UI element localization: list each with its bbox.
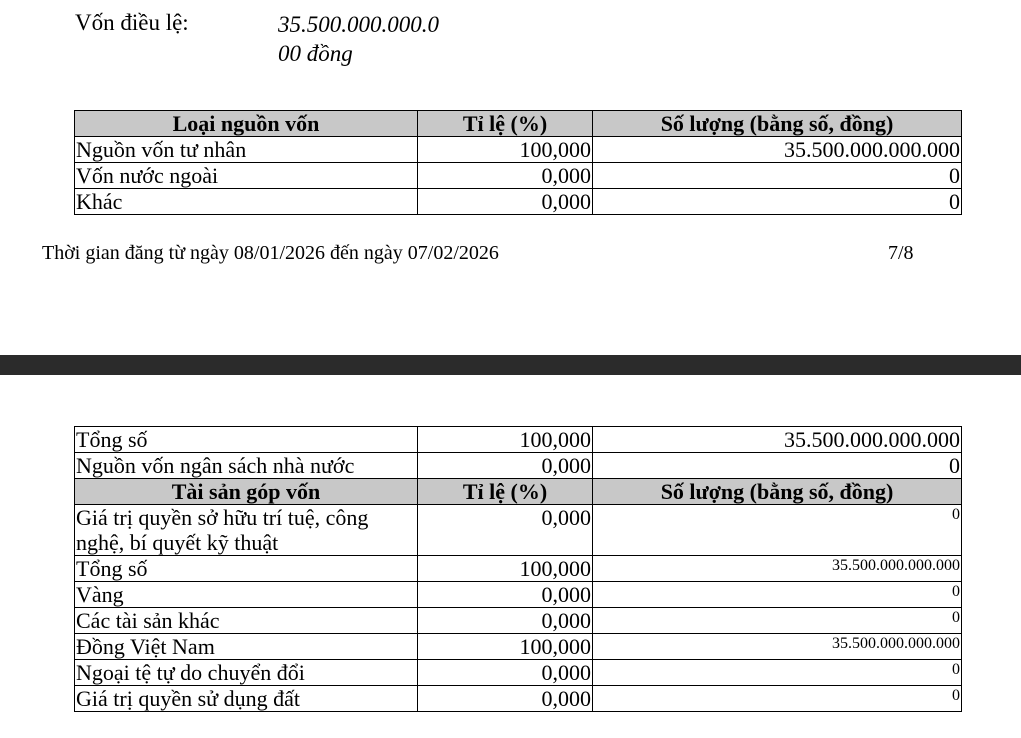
cell-rate: 0,000: [418, 453, 593, 479]
cell-name: Khác: [75, 189, 418, 215]
table-row: [75, 686, 962, 712]
table-header-row: [75, 111, 962, 137]
header-amount: Số lượng (bằng số, đồng): [593, 111, 962, 137]
cell-name: Giá trị quyền sử dụng đất: [75, 686, 418, 712]
header-rate: Tỉ lệ (%): [418, 111, 593, 137]
page-divider: [0, 355, 1021, 375]
table-row: [75, 189, 962, 215]
charter-capital-value-line2: 00 đồng: [278, 41, 353, 66]
charter-capital-value: [278, 10, 439, 68]
cell-amount: 35.500.000.000.000: [593, 427, 962, 453]
cell-rate: 0,000: [418, 582, 593, 608]
cell-name: Tổng số: [75, 427, 418, 453]
table-row: [75, 556, 962, 582]
page-number: 7/8: [888, 242, 914, 264]
table-row: [75, 453, 962, 479]
cell-amount: 0: [593, 686, 962, 712]
table-row: [75, 137, 962, 163]
cell-rate: 0,000: [418, 505, 593, 556]
cell-name: Giá trị quyền sở hữu trí tuệ, công nghệ, bí quyết kỹ thuật: [75, 505, 418, 556]
cell-name: Đồng Việt Nam: [75, 634, 418, 660]
cell-amount: 0: [593, 608, 962, 634]
cell-rate: 0,000: [418, 686, 593, 712]
cell-rate: 100,000: [418, 634, 593, 660]
cell-amount: 0: [593, 505, 962, 556]
cell-amount: 0: [593, 582, 962, 608]
table-row: [75, 660, 962, 686]
header-amount: Số lượng (bằng số, đồng): [593, 479, 962, 505]
cell-name: Nguồn vốn ngân sách nhà nước: [75, 453, 418, 479]
header-source-type: Loại nguồn vốn: [75, 111, 418, 137]
cell-name: Ngoại tệ tự do chuyển đổi: [75, 660, 418, 686]
cell-name: Tổng số: [75, 556, 418, 582]
capital-asset-table: [74, 426, 962, 712]
cell-rate: 100,000: [418, 137, 593, 163]
cell-rate: 100,000: [418, 556, 593, 582]
table-row: [75, 427, 962, 453]
cell-amount: 0: [593, 453, 962, 479]
posting-period-footer: Thời gian đăng từ ngày 08/01/2026 đến ngày 07/02/2026: [42, 242, 499, 264]
table-row: [75, 634, 962, 660]
table-row: [75, 163, 962, 189]
cell-rate: 0,000: [418, 163, 593, 189]
cell-amount: 35.500.000.000.000: [593, 137, 962, 163]
cell-name: Các tài sản khác: [75, 608, 418, 634]
header-rate: Tỉ lệ (%): [418, 479, 593, 505]
table-row: [75, 505, 962, 556]
cell-rate: 0,000: [418, 660, 593, 686]
header-asset-type: Tài sản góp vốn: [75, 479, 418, 505]
cell-amount: 0: [593, 163, 962, 189]
table-row: [75, 608, 962, 634]
cell-name: Vốn nước ngoài: [75, 163, 418, 189]
charter-capital-value-line1: 35.500.000.000.0: [278, 12, 439, 37]
cell-amount: 0: [593, 660, 962, 686]
cell-rate: 0,000: [418, 189, 593, 215]
table-header-row: [75, 479, 962, 505]
cell-amount: 35.500.000.000.000: [593, 556, 962, 582]
cell-amount: 0: [593, 189, 962, 215]
charter-capital-label: Vốn điều lệ:: [75, 10, 189, 35]
cell-rate: 100,000: [418, 427, 593, 453]
cell-name: Nguồn vốn tư nhân: [75, 137, 418, 163]
capital-source-table: [74, 110, 962, 215]
table-row: [75, 582, 962, 608]
cell-rate: 0,000: [418, 608, 593, 634]
cell-name: Vàng: [75, 582, 418, 608]
cell-amount: 35.500.000.000.000: [593, 634, 962, 660]
